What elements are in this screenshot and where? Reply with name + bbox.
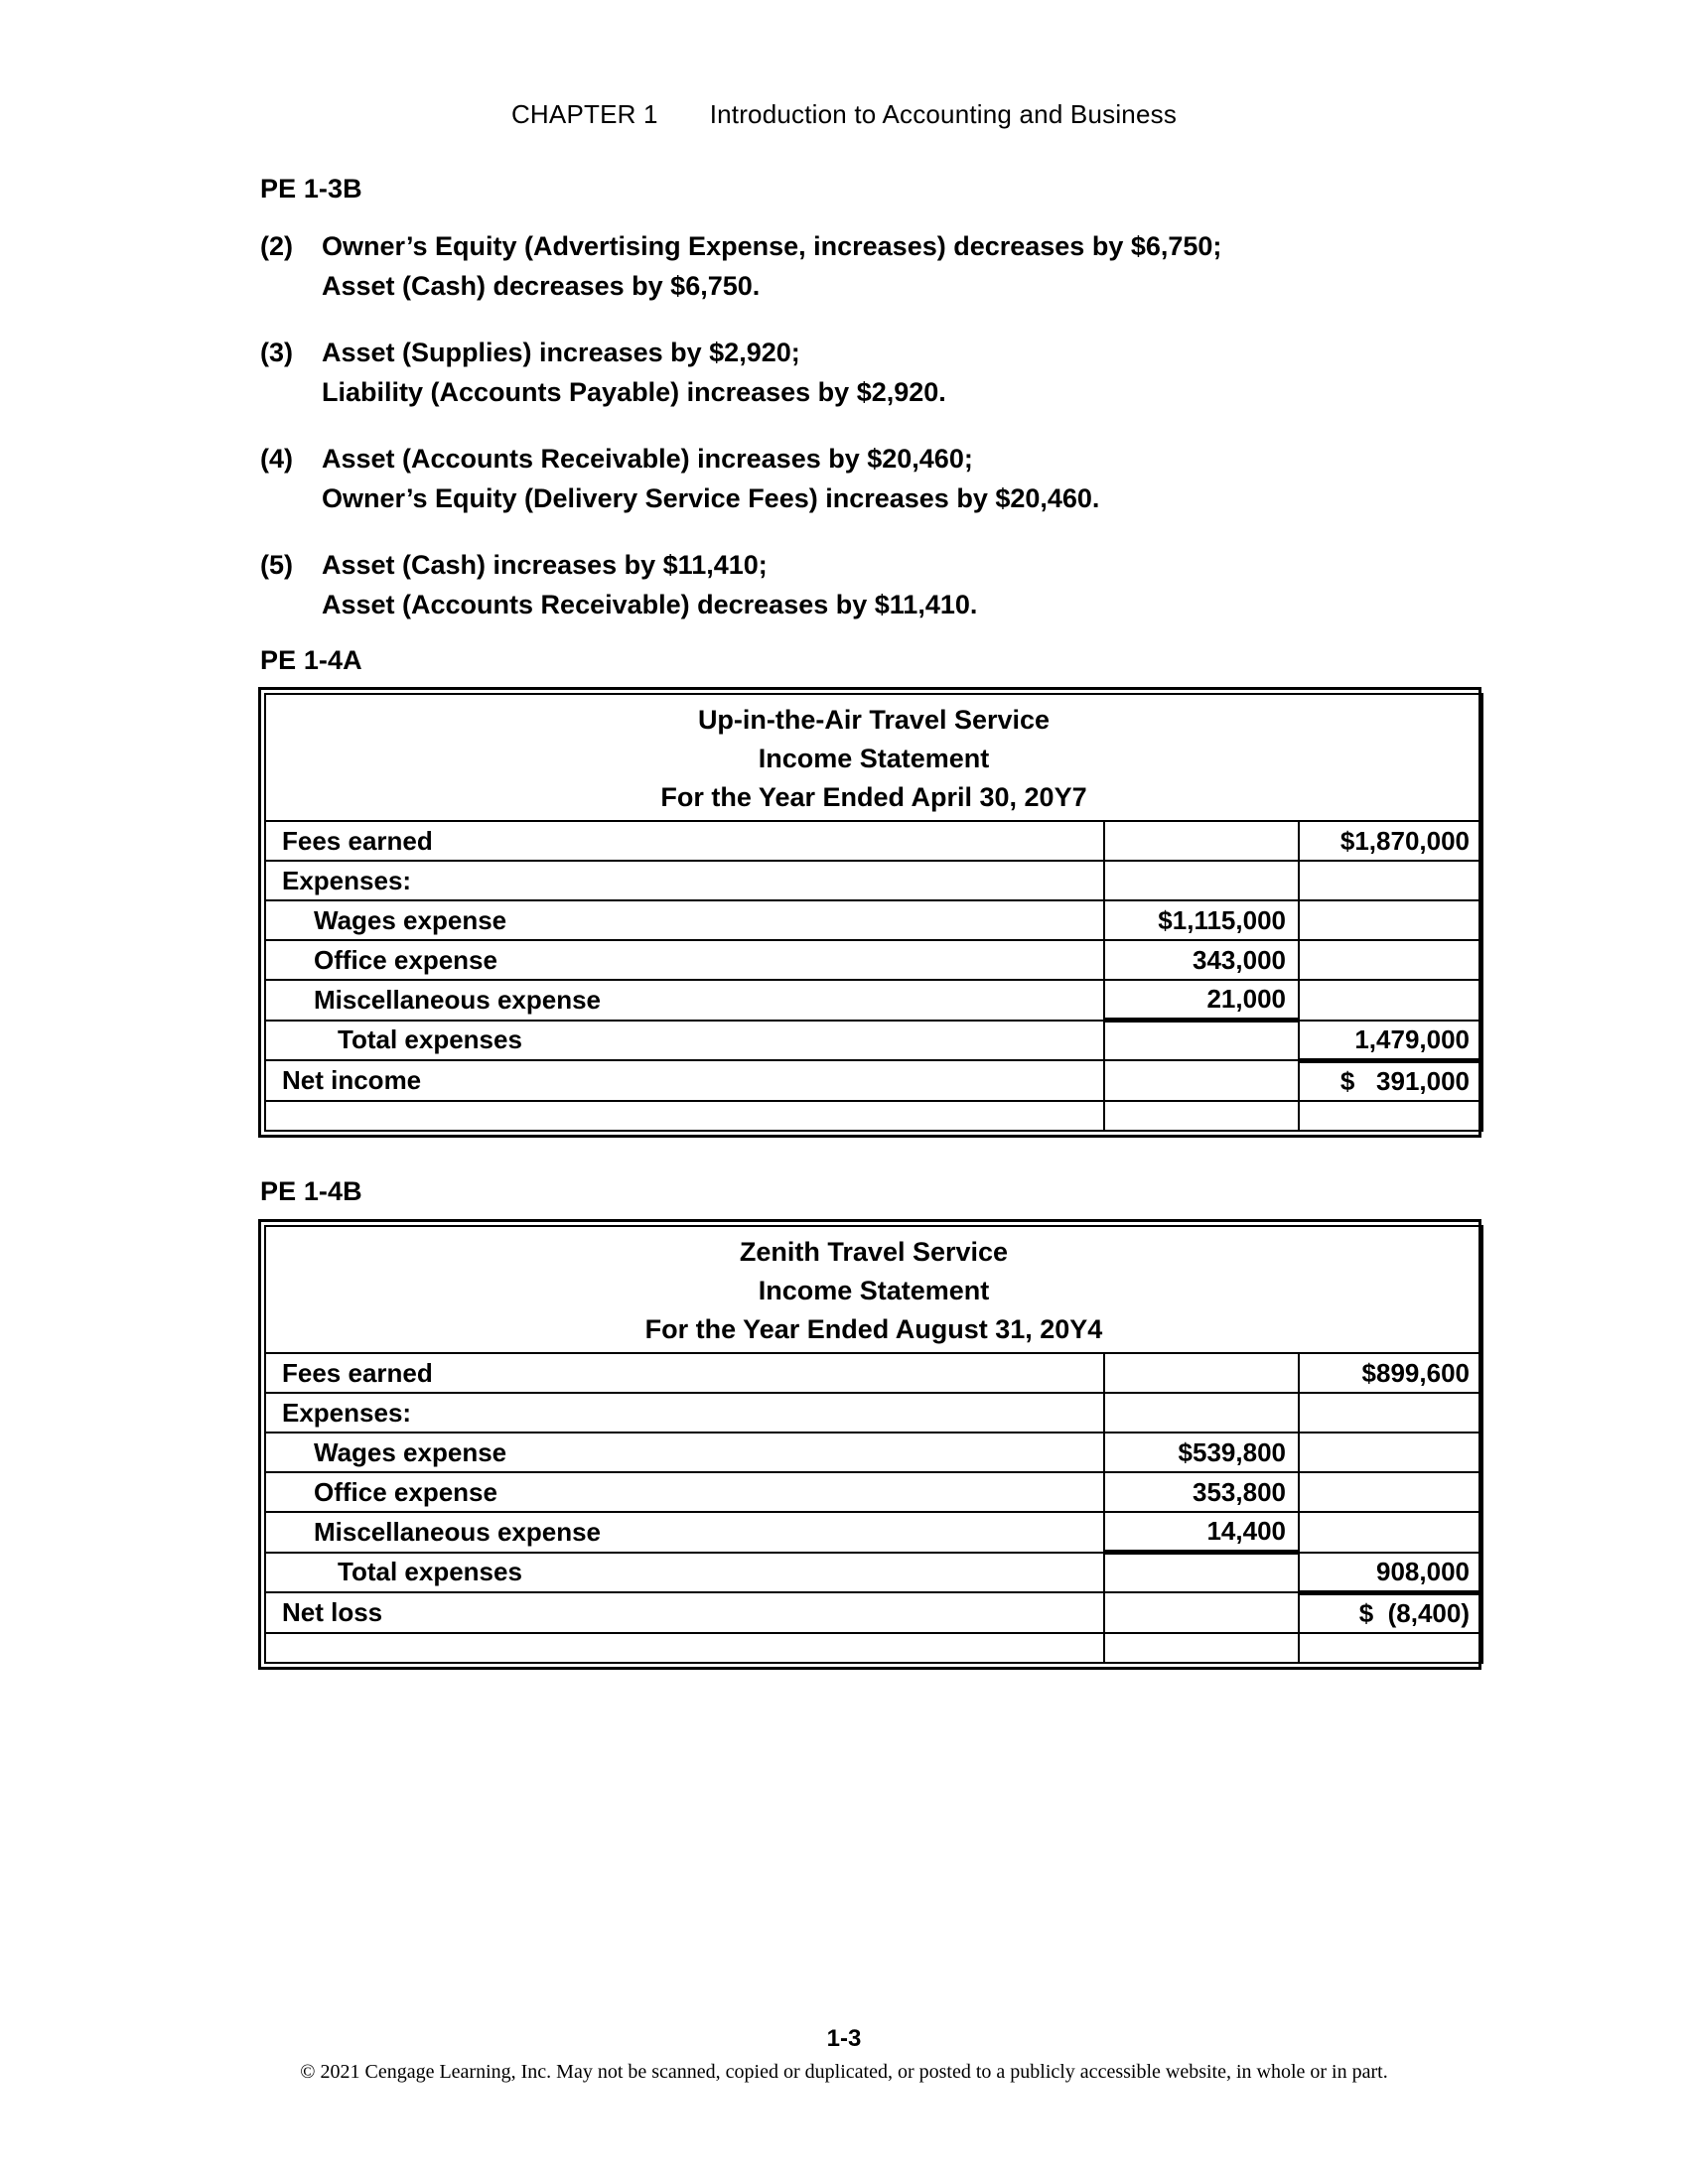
- copyright-notice: © 2021 Cengage Learning, Inc. May not be scanned, copied or duplicated, or posted to a publicly accessible website, in whole or in part.: [300, 2061, 1388, 2083]
- row-label: Fees earned: [265, 1353, 1104, 1393]
- row-amount-1-blank: [1104, 1633, 1299, 1663]
- row-label: Miscellaneous expense: [265, 980, 1104, 1021]
- row-amount-2: $ 391,000: [1299, 1060, 1482, 1101]
- row-amount-1: [1104, 1592, 1299, 1633]
- table-row: [265, 1553, 1482, 1593]
- answer-number: (2): [260, 231, 293, 261]
- row-amount-2: [1299, 1433, 1482, 1472]
- row-amount-2: [1299, 861, 1482, 900]
- row-label: Total expenses: [265, 1553, 1104, 1593]
- statement-title-row: [265, 1226, 1482, 1353]
- row-amount-1: [1104, 1353, 1299, 1393]
- row-amount-1: 21,000: [1104, 980, 1299, 1021]
- row-amount-2-blank: [1299, 1633, 1482, 1663]
- row-amount-2: $1,870,000: [1299, 821, 1482, 861]
- row-amount-2: [1299, 1393, 1482, 1433]
- row-amount-2: $ (8,400): [1299, 1592, 1482, 1633]
- row-amount-1: $539,800: [1104, 1433, 1299, 1472]
- row-amount-2-blank: [1299, 1101, 1482, 1131]
- row-label: Net income: [265, 1060, 1104, 1101]
- answer-text: [322, 545, 1452, 624]
- answer-line: Asset (Accounts Receivable) increases by $20,460;: [322, 444, 973, 474]
- statement-name: Income Statement: [758, 1276, 990, 1305]
- table-row: [265, 1512, 1482, 1553]
- financial-statement-table: [264, 693, 1483, 1132]
- statement-title-block: [265, 694, 1482, 821]
- row-amount-1: $1,115,000: [1104, 900, 1299, 940]
- answer-text: [322, 439, 1452, 518]
- answer-line: Asset (Cash) decreases by $6,750.: [322, 271, 761, 301]
- table-row: [265, 1021, 1482, 1061]
- table-row: [265, 1393, 1482, 1433]
- answer-line: Asset (Supplies) increases by $2,920;: [322, 338, 800, 367]
- row-label-blank: [265, 1633, 1104, 1663]
- answer-number: (5): [260, 550, 293, 580]
- answer-item: [260, 333, 1452, 412]
- statement-title-block: [265, 1226, 1482, 1353]
- chapter-label: CHAPTER 1: [510, 99, 658, 129]
- row-amount-2: [1299, 940, 1482, 980]
- table-row: [265, 900, 1482, 940]
- row-label: Miscellaneous expense: [265, 1512, 1104, 1553]
- table-row: [265, 1353, 1482, 1393]
- answer-text: [322, 333, 1452, 412]
- answer-line: Asset (Cash) increases by $11,410;: [322, 550, 768, 580]
- row-amount-1: [1104, 1553, 1299, 1593]
- answer-number: (4): [260, 444, 293, 474]
- running-head: [0, 99, 1688, 130]
- row-label: Wages expense: [265, 1433, 1104, 1472]
- answer-line: Owner’s Equity (Advertising Expense, increases) decreases by $6,750;: [322, 231, 1222, 261]
- table-row: [265, 1060, 1482, 1101]
- financial-statement-table: [264, 1225, 1483, 1664]
- table-row: [265, 1433, 1482, 1472]
- row-amount-2: 1,479,000: [1299, 1021, 1482, 1061]
- row-amount-1: [1104, 821, 1299, 861]
- row-amount-2: [1299, 1512, 1482, 1553]
- answer-number: (3): [260, 338, 293, 367]
- row-label-blank: [265, 1101, 1104, 1131]
- section-title-pe-1-4a: PE 1-4A: [260, 645, 362, 675]
- row-amount-1: 14,400: [1104, 1512, 1299, 1553]
- table-row-blank: [265, 1633, 1482, 1663]
- row-amount-2: $899,600: [1299, 1353, 1482, 1393]
- row-amount-2: [1299, 1472, 1482, 1512]
- answer-list-pe-1-3b: [260, 226, 1452, 651]
- row-amount-1: 353,800: [1104, 1472, 1299, 1512]
- row-label: Fees earned: [265, 821, 1104, 861]
- table-row: [265, 1472, 1482, 1512]
- statement-name: Income Statement: [758, 744, 990, 773]
- answer-item: [260, 439, 1452, 518]
- row-label: Total expenses: [265, 1021, 1104, 1061]
- table-row: [265, 821, 1482, 861]
- row-amount-1: [1104, 861, 1299, 900]
- company-name: Up-in-the-Air Travel Service: [697, 705, 1051, 735]
- row-label: Wages expense: [265, 900, 1104, 940]
- row-label: Office expense: [265, 1472, 1104, 1512]
- chapter-title: Introduction to Accounting and Business: [709, 99, 1178, 129]
- statement-title-row: [265, 694, 1482, 821]
- page-number: 1-3: [826, 2025, 862, 2052]
- company-name: Zenith Travel Service: [739, 1237, 1009, 1267]
- table-row: [265, 861, 1482, 900]
- table-row: [265, 980, 1482, 1021]
- answer-line: Owner’s Equity (Delivery Service Fees) increases by $20,460.: [322, 483, 1100, 513]
- income-statement-pe-1-4b: [258, 1219, 1481, 1670]
- row-label: Net loss: [265, 1592, 1104, 1633]
- table-row-blank: [265, 1101, 1482, 1131]
- answer-text: [322, 226, 1452, 306]
- income-statement-pe-1-4a: [258, 687, 1481, 1138]
- answer-line: Liability (Accounts Payable) increases by $2,920.: [322, 377, 946, 407]
- row-label: Office expense: [265, 940, 1104, 980]
- section-title-pe-1-3b: PE 1-3B: [260, 174, 362, 204]
- row-amount-1-blank: [1104, 1101, 1299, 1131]
- row-label: Expenses:: [265, 861, 1104, 900]
- row-amount-2: 908,000: [1299, 1553, 1482, 1593]
- row-label: Expenses:: [265, 1393, 1104, 1433]
- table-row: [265, 1592, 1482, 1633]
- answer-item: [260, 226, 1452, 306]
- row-amount-1: [1104, 1060, 1299, 1101]
- row-amount-2: [1299, 980, 1482, 1021]
- row-amount-1: [1104, 1021, 1299, 1061]
- answer-item: [260, 545, 1452, 624]
- statement-period: For the Year Ended August 31, 20Y4: [644, 1314, 1103, 1344]
- row-amount-2: [1299, 900, 1482, 940]
- answer-line: Asset (Accounts Receivable) decreases by $11,410.: [322, 590, 978, 619]
- row-amount-1: [1104, 1393, 1299, 1433]
- row-amount-1: 343,000: [1104, 940, 1299, 980]
- section-title-pe-1-4b: PE 1-4B: [260, 1176, 362, 1206]
- statement-period: For the Year Ended April 30, 20Y7: [660, 782, 1087, 812]
- table-row: [265, 940, 1482, 980]
